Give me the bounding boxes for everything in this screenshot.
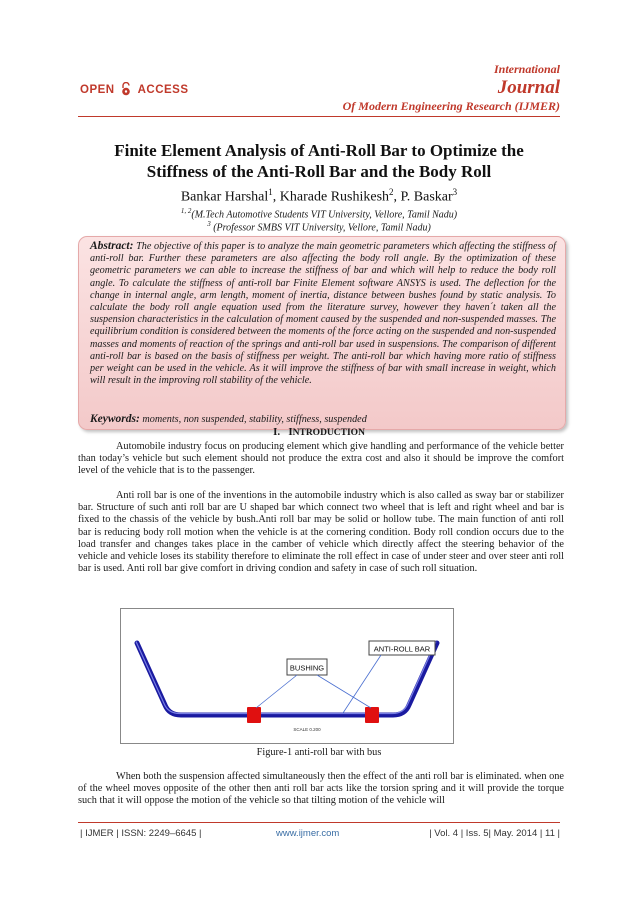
scale-label: SCALE 0.200 — [293, 727, 321, 732]
open-access-logo — [80, 82, 189, 96]
paragraph-1-text: Automobile industry focus on producing element which give handling and performance of the vehicle better than today’s vehicle but such element should not produce the extra cost and also it should be improve the comfort level of the vehicle that is to the passenger. — [78, 441, 564, 477]
paragraph-3 — [78, 771, 564, 808]
section-number: I. — [273, 426, 281, 438]
open-label: OPEN — [80, 84, 115, 96]
abstract-text: The objective of this paper is to analyze the main geometric parameters which affecting the stiffness of anti-roll bar. Further these parameters are also affecting the body roll angle. By the optimization of these geometric parameters we can able to increase the stiffness of bar and which will help to reduce the body roll angle. To calculate the stiffness of anti-roll bar Finite Element software ANSYS is used. The deflection for the change in internal angle, arm length, moment of inertia, distance between bushes found by static analysis. To calculate the body roll angle equation used from the literature survey, however they haven´t taken all the suspension characteristics in the calculation of moment caused by the suspended and non-suspended masses. The equilibrium condition is considered between the moments of the force acting on the suspended and non-suspended masses and moments of reaction of the springs and anti-roll bar used in suspensions. The comparison of different anti-roll bar is based on the basis of stiffness per weight. The anti-roll bar which having more ratio of stiffness per weight can be used in the vehicle. As it will improve the stiffness of bar with small increase in weight, which will result in the improving roll stability of the vehicle. — [90, 241, 556, 387]
bushing-leader-right — [317, 675, 371, 708]
paragraph-2 — [78, 490, 564, 575]
antiroll-leader — [343, 655, 381, 713]
journal-line-1: International — [493, 62, 560, 76]
journal-line-3: Of Modern Engineering Research (IJMER) — [342, 99, 560, 113]
antiroll-label: ANTI-ROLL BAR — [373, 644, 431, 654]
aff-2-text: (Professor SMBS VIT University, Vellore, Tamil Nadu) — [210, 222, 431, 234]
keywords — [90, 413, 556, 425]
author-3-sup: 3 — [452, 187, 458, 197]
anti-roll-bar-drawing — [121, 609, 453, 743]
authors — [60, 187, 578, 206]
footer-volume: | Vol. 4 | Iss. 5| May. 2014 | 11 | — [429, 828, 560, 839]
paragraph-2-text: Anti roll bar is one of the inventions in the automobile industry which is also called as sway bar or stabilizer bar. Structure of such anti roll bar are U shaped bar which connect two wheel that is left and right wheel and bar is fixed to the chassis of the vehicle by bush.Anti roll bar may be solid or hollow tube. The main function of anti roll bar is reducing body roll motion when the vehicle is at the cornering condition. Body roll condion occurs due to the load transfer and changes takes place in the camber of vehicle which directly affect the steering behavior of the vehicle and vehicle loses its stability therefore to eliminate the roll effect in case of under steer and over steer anti roll bar is used. Anti roll bar give comfort in driving condion and safety in case of such roll situation. — [78, 490, 564, 575]
bushing-label: BUSHING — [289, 663, 325, 673]
bushing-leader-left — [256, 675, 297, 708]
journal-name: Journal — [497, 77, 560, 98]
section-title-rest: NTRODUCTION — [292, 428, 365, 438]
footer-url[interactable]: www.ijmer.com — [276, 828, 340, 839]
abstract — [90, 240, 556, 387]
figure-1 — [120, 608, 454, 744]
aff-1-text: (M.Tech Automotive Students VIT University, Vellore, Tamil Nadu) — [191, 209, 458, 221]
footer-issn: | IJMER | ISSN: 2249–6645 | — [80, 828, 202, 839]
open-lock-icon — [121, 82, 131, 96]
paper-title — [60, 140, 578, 182]
aff-2-sup: 3 — [207, 220, 211, 228]
section-heading — [60, 426, 578, 438]
section-title-first: I — [288, 426, 293, 438]
author-2: , Kharade Rushikesh — [272, 189, 390, 205]
title-line-1: Finite Element Analysis of Anti-Roll Bar to Optimize the — [114, 141, 524, 160]
keywords-text: moments, non suspended, stability, stiffness, suspended — [139, 414, 367, 425]
bushing-right — [365, 707, 379, 723]
paragraph-3-text: When both the suspension affected simultaneously then the effect of the anti roll bar is eliminated. when one of the wheel moves opposite of the other then anti roll bar acts like the torsion spring and it will provide the torque such that it will oppose the motion of the vehicle so that tilting motion of the vehicle will — [78, 771, 564, 807]
figure-caption: Figure-1 anti-roll bar with bus — [256, 747, 382, 758]
footer-divider — [78, 822, 560, 823]
paragraph-1 — [78, 441, 564, 478]
aff-1-sup: 1, 2 — [180, 207, 192, 215]
author-2-sup: 2 — [389, 187, 394, 197]
access-label: ACCESS — [137, 84, 189, 96]
affiliation-1 — [60, 207, 578, 220]
author-1-sup: 1 — [268, 187, 273, 197]
header-divider — [78, 116, 560, 117]
keywords-label: Keywords: — [90, 413, 140, 425]
abstract-label: Abstract: — [90, 240, 134, 252]
title-line-2: Stiffness of the Anti-Roll Bar and the Body Roll — [146, 162, 492, 181]
affiliation-2 — [60, 220, 578, 233]
author-3: , P. Baskar — [393, 189, 453, 205]
author-1: Bankar Harshal — [180, 189, 269, 205]
bushing-left — [247, 707, 261, 723]
